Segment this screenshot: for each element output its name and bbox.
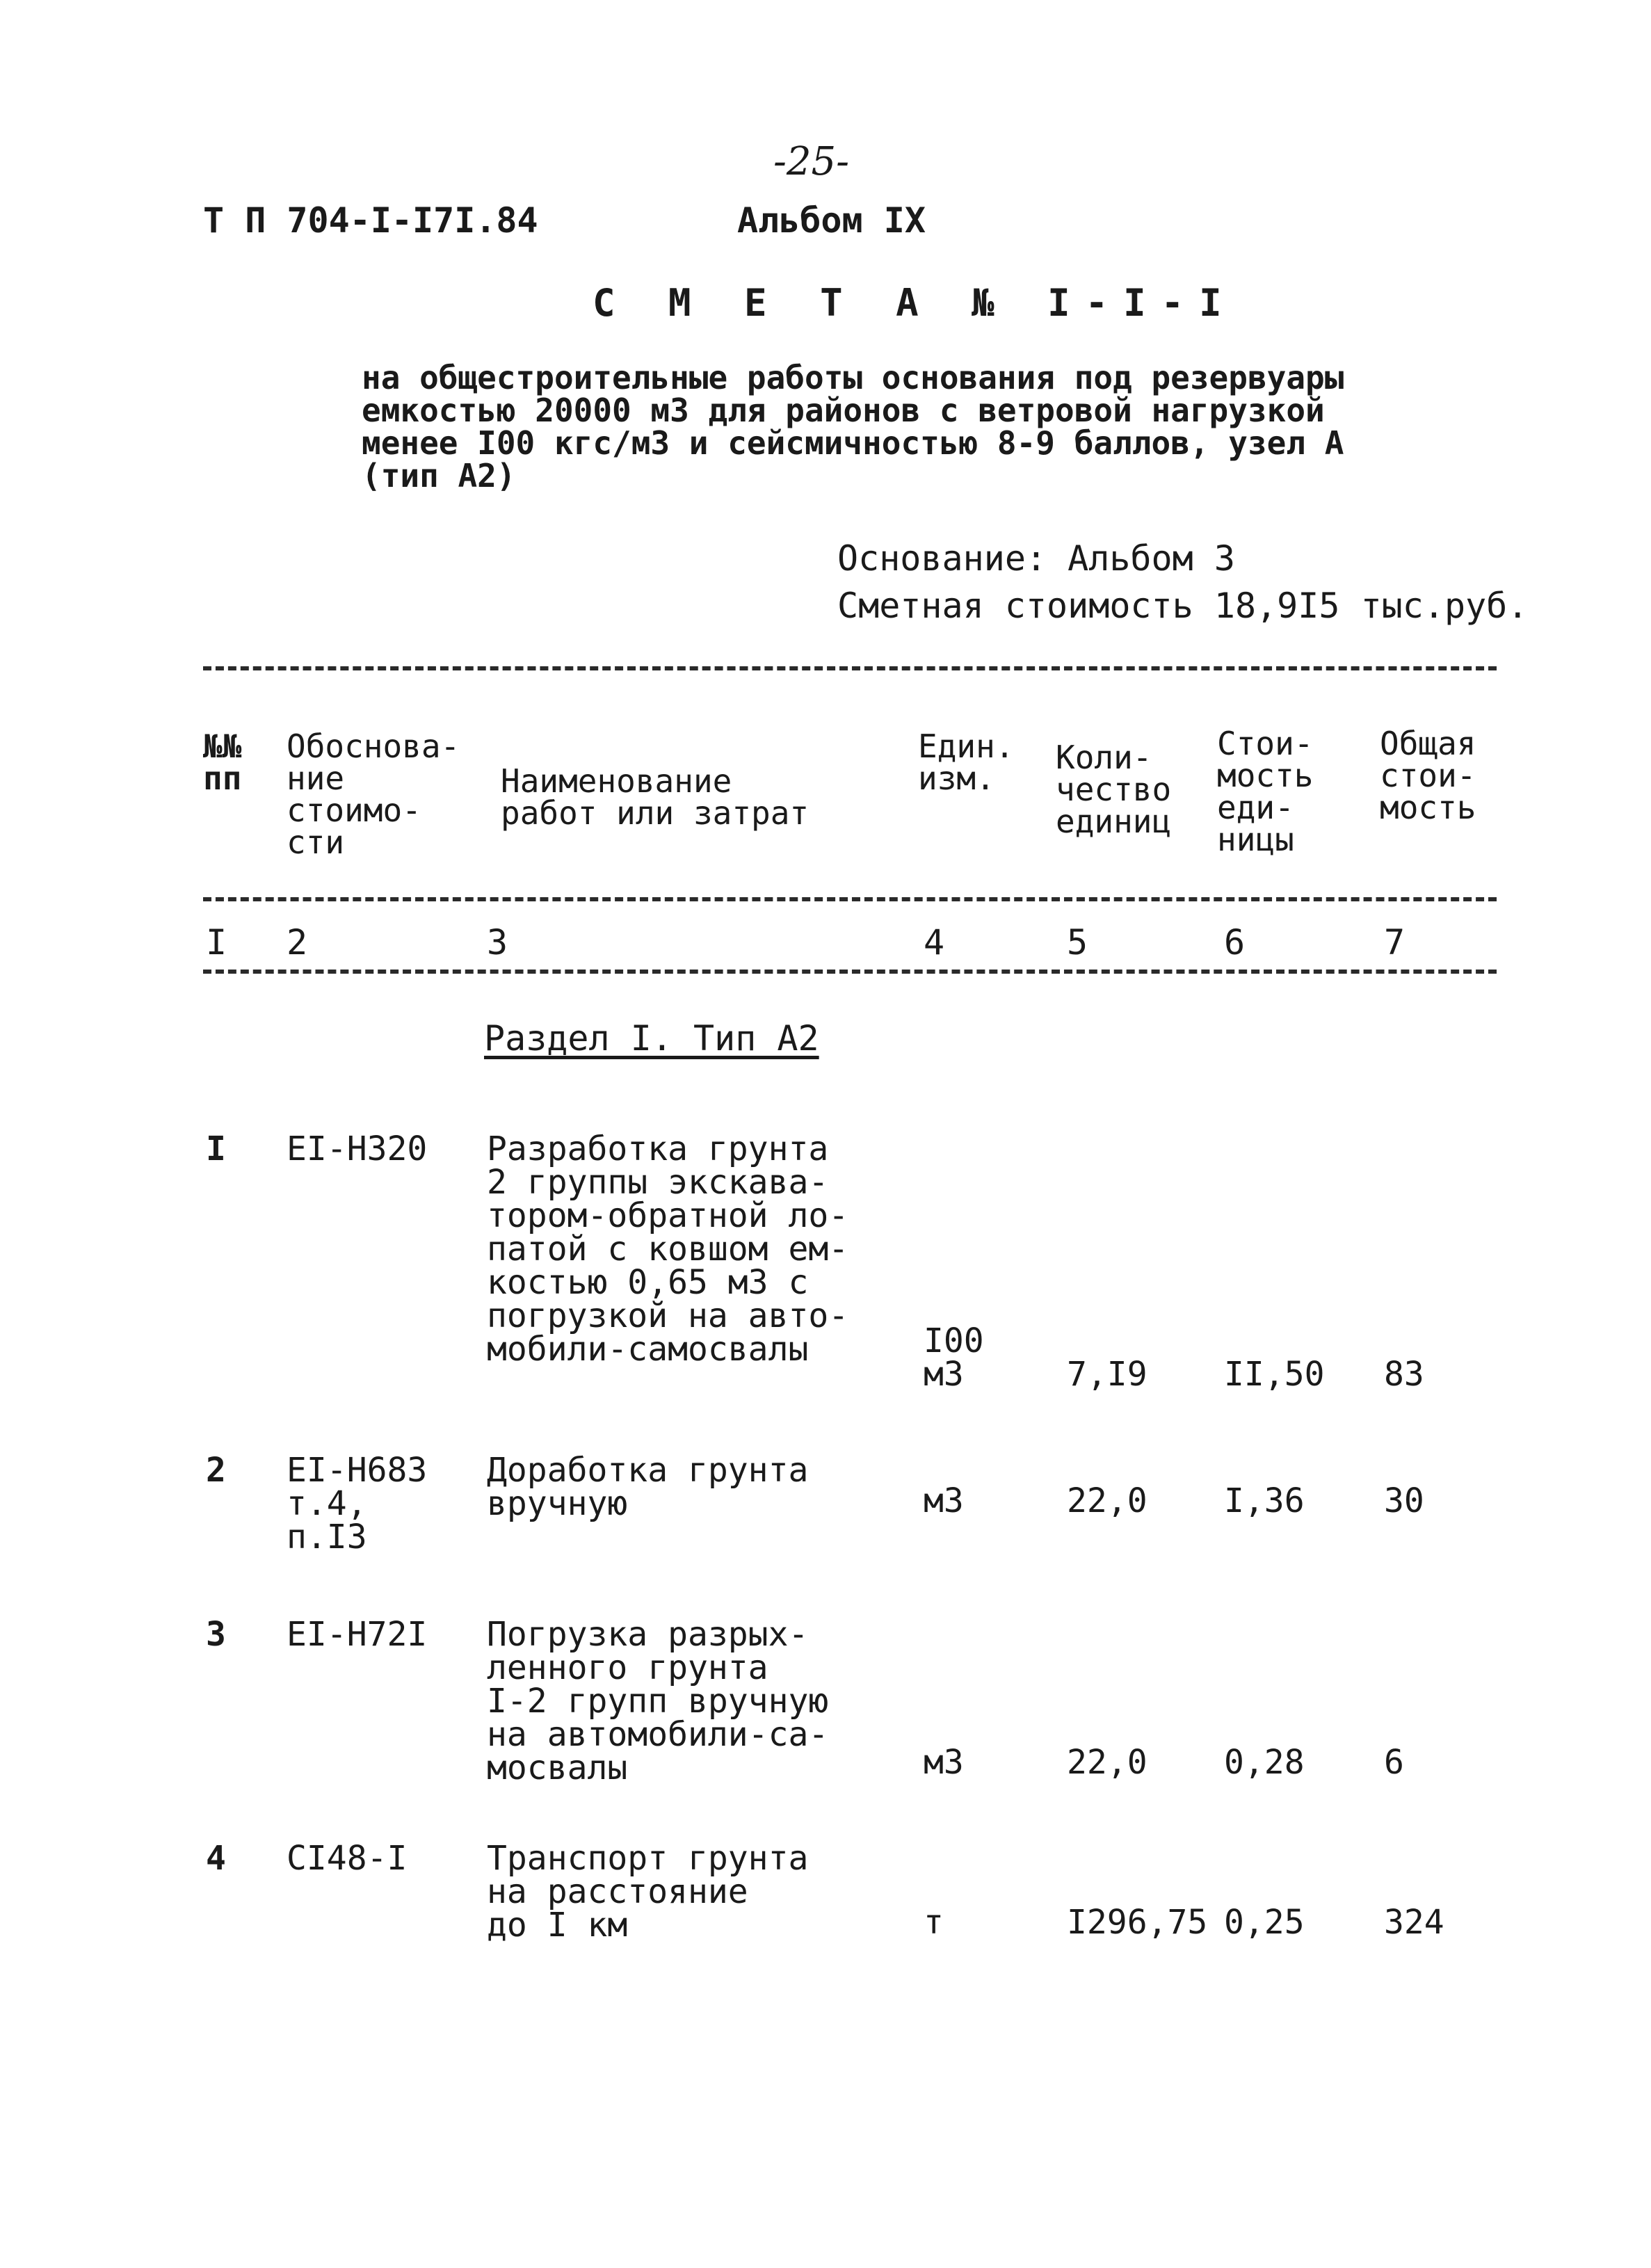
row-number: I (206, 1129, 226, 1168)
row-unit-price: I,36 (1224, 1481, 1305, 1520)
document-title: С М Е Т А № I-I-I (593, 281, 1237, 325)
column-number: 6 (1224, 922, 1246, 963)
page-number: -25- (773, 139, 850, 184)
row-code: ЕI-Н320 (287, 1129, 428, 1168)
row-total: 83 (1384, 1355, 1424, 1394)
row-code: ЕI-Н72I (287, 1615, 428, 1654)
row-quantity: 7,I9 (1067, 1355, 1147, 1394)
column-number: 7 (1384, 922, 1406, 963)
column-number: 4 (924, 922, 945, 963)
document-subtitle: на общестроительные работы основания под резервуары емкостью 20000 м3 для районов с ветровой нагрузкой менее I00 кгс/м3 и сейсмичностью 8-9 баллов, узел А (тип А2) (362, 359, 1344, 494)
row-unit: т (924, 1903, 944, 1942)
row-total: 324 (1384, 1903, 1444, 1942)
column-number: I (206, 922, 227, 963)
row-unit: м3 (924, 1481, 964, 1520)
header-rule (203, 897, 1497, 901)
row-description: Доработка грунта вручную (487, 1451, 809, 1523)
section-title: Раздел I. Тип А2 (484, 1018, 819, 1059)
row-quantity: 22,0 (1067, 1481, 1147, 1520)
row-unit-price: 0,25 (1224, 1903, 1305, 1942)
header-total: Общая стои- мость (1380, 725, 1476, 826)
row-unit: м3 (924, 1743, 964, 1782)
estimated-cost-line: Сметная стоимость 18,9I5 тыс.руб. (837, 586, 1529, 626)
row-code: ЕI-Н683 т.4, п.I3 (287, 1451, 428, 1557)
column-number: 2 (287, 922, 308, 963)
row-quantity: 22,0 (1067, 1743, 1147, 1782)
row-number: 3 (206, 1615, 226, 1654)
column-number: 5 (1067, 922, 1088, 963)
row-unit-price: II,50 (1224, 1355, 1325, 1394)
row-number: 4 (206, 1839, 226, 1878)
row-total: 6 (1384, 1743, 1404, 1782)
row-total: 30 (1384, 1481, 1424, 1520)
header-basis: Обоснова- ние стоимо- сти (287, 727, 460, 861)
row-number: 2 (206, 1451, 226, 1490)
header-name: Наименование работ или затрат (501, 762, 810, 832)
row-unit-price: 0,28 (1224, 1743, 1305, 1782)
row-unit: I00 м3 (924, 1321, 984, 1394)
column-number: 3 (487, 922, 508, 963)
table-top-rule (203, 666, 1497, 670)
album-label: Альбом IX (737, 200, 926, 241)
row-code: СI48-I (287, 1839, 408, 1878)
document-code: Т П 704-I-I7I.84 (203, 200, 538, 241)
column-numbers-rule (203, 970, 1497, 974)
basis-line: Основание: Альбом 3 (837, 538, 1235, 579)
row-description: Транспорт грунта на расстояние до I км (487, 1839, 809, 1945)
header-quantity: Коли- чество единиц (1056, 739, 1172, 840)
header-no: №№ пп (203, 727, 242, 797)
header-unit: Един. изм. (918, 727, 1015, 797)
row-quantity: I296,75 (1067, 1903, 1208, 1942)
row-description: Разработка грунта 2 группы экскава- тором-обратной ло- патой с ковшом ем- костью 0,65 м3 с погрузкой на авто- мобили-самосвалы (487, 1129, 849, 1369)
header-unit-price: Стои- мость еди- ницы (1217, 725, 1314, 858)
row-description: Погрузка разрых- ленного грунта I-2 групп вручную на автомобили-са- мосвалы (487, 1615, 829, 1787)
